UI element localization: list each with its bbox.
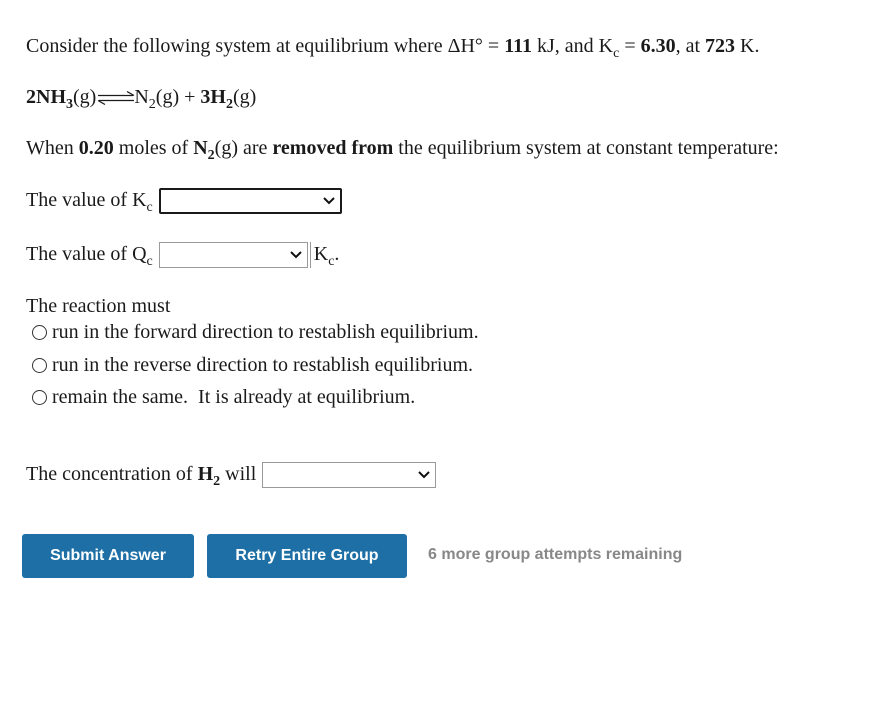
option-reverse[interactable]: run in the reverse direction to restablish equilibrium. <box>32 353 473 377</box>
h2-concentration-select[interactable] <box>262 462 436 488</box>
h2-concentration-question: The concentration of $H_2$ will <box>26 462 436 488</box>
reaction-direction-prompt: The reaction must <box>26 295 171 317</box>
kc-after-label: $K_c$. <box>313 243 340 269</box>
intro-text: Consider the following system at equilibrium where ΔH° = 111 kJ, and $K_c = 6.30$, at 723 K. <box>26 35 760 61</box>
select-divider <box>310 242 311 268</box>
chevron-down-icon <box>290 251 302 259</box>
radio-unchecked-icon[interactable] <box>32 390 47 405</box>
reaction-equation: $2NH_3(g) N_2(g) + 3H_2(g)$ <box>26 86 257 112</box>
radio-unchecked-icon[interactable] <box>32 325 47 340</box>
qc-question <box>26 242 339 268</box>
option-same[interactable]: remain the same. It is already at equilibrium. <box>32 385 415 409</box>
radio-unchecked-icon[interactable] <box>32 358 47 373</box>
kc-question <box>26 188 342 214</box>
kc-label: The value of $K_c$ <box>26 189 153 215</box>
qc-label: The value of $Q_c$ <box>26 243 153 269</box>
reactant-formula: 2NH <box>26 86 66 108</box>
option-forward[interactable]: run in the forward direction to restablish equilibrium. <box>32 320 479 344</box>
equilibrium-arrows-icon <box>97 91 135 105</box>
product-n2: $N_2(g)$ + <box>134 86 201 112</box>
attempts-remaining-text: 6 more group attempts remaining <box>428 546 683 563</box>
retry-entire-group-button[interactable]: Retry Entire Group <box>207 534 407 578</box>
qc-comparison-select[interactable] <box>159 242 308 268</box>
product-h2: 3H <box>200 86 226 108</box>
change-statement: When 0.20 moles of $N_2(g)$ are removed from the equilibrium system at constant temperature: <box>26 137 779 163</box>
chevron-down-icon <box>323 197 335 205</box>
chevron-down-icon <box>418 471 430 479</box>
kc-change-select[interactable] <box>159 188 342 214</box>
submit-answer-button[interactable]: Submit Answer <box>22 534 194 578</box>
